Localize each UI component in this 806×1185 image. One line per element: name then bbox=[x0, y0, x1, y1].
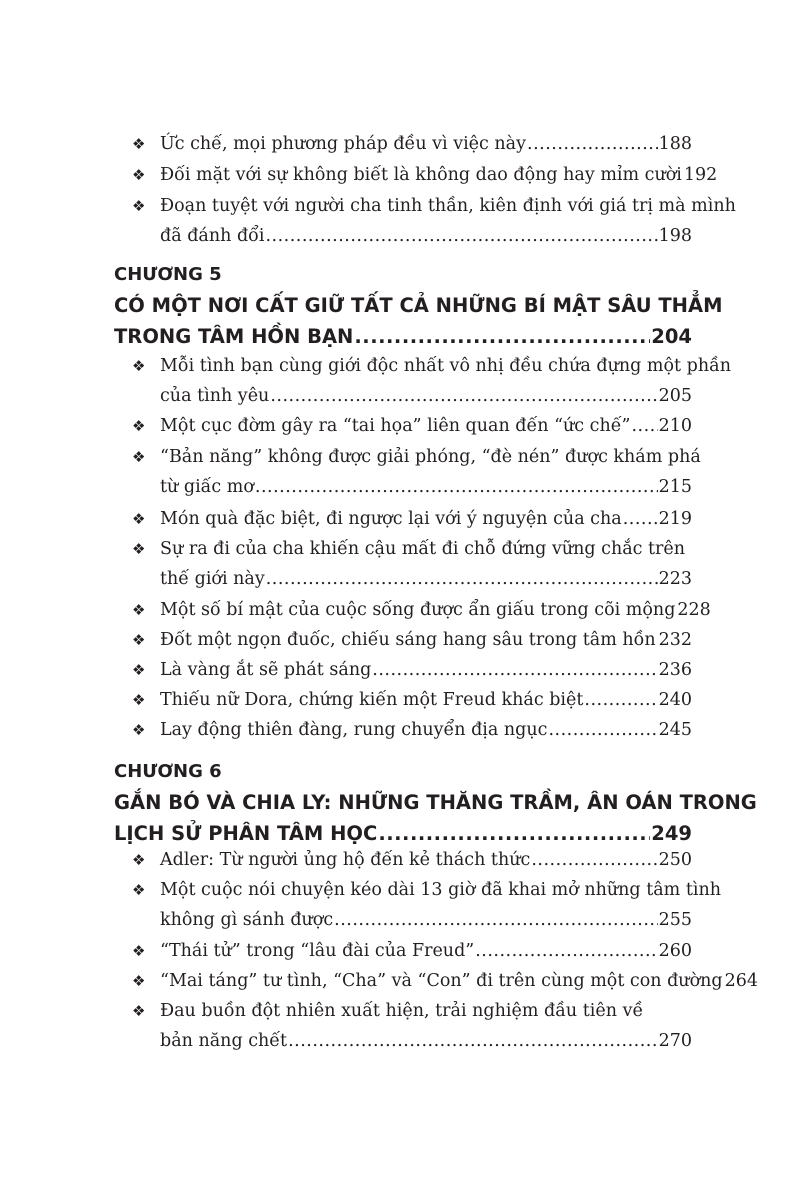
leader-dots bbox=[354, 321, 650, 352]
entry-title-continued: từ giấc mơ bbox=[160, 476, 254, 497]
entry-title: Một cuộc nói chuyện kéo dài 13 giờ đã khai mở những tâm tình bbox=[160, 880, 721, 900]
leader-dots bbox=[334, 906, 657, 936]
entry-title-continued: thế giới này bbox=[160, 568, 265, 589]
entry-page-number: 192 bbox=[683, 165, 718, 185]
entry-page-number: 228 bbox=[677, 600, 711, 620]
entry-page-number: 205 bbox=[658, 385, 692, 406]
entry-title: Thiếu nữ Dora, chứng kiến một Freud khác biệt bbox=[160, 690, 584, 710]
entry-page-number: 255 bbox=[658, 909, 692, 930]
entry-title: Một cục đờm gây ra “tai họa” liên quan đến “ức chế” bbox=[160, 416, 631, 436]
entry-title-continued: bản năng chết bbox=[160, 1030, 288, 1051]
leader-dots bbox=[255, 473, 658, 503]
diamond-bullet-icon: ❖ bbox=[132, 851, 146, 869]
leader-dots bbox=[270, 382, 657, 412]
diamond-bullet-icon: ❖ bbox=[132, 1002, 146, 1020]
entry-title: Đau buồn đột nhiên xuất hiện, trải nghiệm đầu tiên về bbox=[160, 1001, 644, 1021]
entry-title: Là vàng ắt sẽ phát sáng bbox=[160, 660, 372, 680]
leader-dots bbox=[527, 130, 658, 160]
entry-title-continued: của tình yêu bbox=[160, 385, 270, 406]
leader-dots bbox=[475, 937, 657, 967]
leader-dots bbox=[372, 656, 657, 686]
chapter-title: CÓ MỘT NƠI CẤT GIỮ TẤT CẢ NHỮNG BÍ MẬT SÂU THẲM bbox=[114, 294, 723, 317]
diamond-bullet-icon: ❖ bbox=[132, 135, 146, 153]
entry-title: Lay động thiên đàng, rung chuyển địa ngục bbox=[160, 720, 548, 740]
diamond-bullet-icon: ❖ bbox=[132, 417, 146, 435]
chapter-title-continued: TRONG TÂM HỒN BẠN bbox=[114, 325, 354, 348]
chapter-6-heading bbox=[114, 756, 757, 849]
entry-title: Đối mặt với sự không biết là không dao động hay mỉm cười bbox=[160, 165, 682, 185]
diamond-bullet-icon: ❖ bbox=[132, 357, 146, 375]
diamond-bullet-icon: ❖ bbox=[132, 601, 146, 619]
chapter-5-heading bbox=[114, 259, 723, 352]
entry-title: “Bản năng” không được giải phóng, “đè nén” được khám phá bbox=[160, 447, 701, 467]
entry-title-continued: không gì sánh được bbox=[160, 909, 334, 930]
entry-page-number: 270 bbox=[658, 1030, 692, 1051]
leader-dots bbox=[266, 565, 658, 595]
entry-title: Adler: Từ người ủng hộ đến kẻ thách thức bbox=[160, 850, 531, 870]
entry-page-number: 250 bbox=[658, 850, 692, 870]
diamond-bullet-icon: ❖ bbox=[132, 197, 146, 215]
chapter-label: CHƯƠNG 6 bbox=[114, 761, 222, 782]
leader-dots bbox=[657, 626, 658, 656]
entry-page-number: 245 bbox=[658, 720, 692, 740]
entry-page-number: 260 bbox=[658, 941, 692, 961]
entry-title: Sự ra đi của cha khiến cậu mất đi chỗ đứng vững chắc trên bbox=[160, 539, 686, 559]
entry-title: Đoạn tuyệt với người cha tinh thần, kiên định với giá trị mà mình bbox=[160, 196, 736, 216]
diamond-bullet-icon: ❖ bbox=[132, 691, 146, 709]
leader-dots bbox=[378, 818, 650, 849]
chapter-label: CHƯƠNG 5 bbox=[114, 264, 222, 285]
chapter-page-number: 204 bbox=[651, 325, 692, 348]
chapter-page-number: 249 bbox=[651, 822, 692, 845]
entry-title: “Thái tử” trong “lâu đài của Freud” bbox=[160, 941, 475, 961]
entry-page-number: 232 bbox=[658, 630, 692, 650]
diamond-bullet-icon: ❖ bbox=[132, 881, 146, 899]
leader-dots bbox=[548, 716, 657, 746]
entry-title: “Mai táng” tư tình, “Cha” và “Con” đi trên cùng một con đường bbox=[160, 971, 723, 991]
leader-dots bbox=[584, 686, 657, 716]
leader-dots bbox=[631, 412, 657, 442]
diamond-bullet-icon: ❖ bbox=[132, 942, 146, 960]
chapter-title: GẮN BÓ VÀ CHIA LY: NHỮNG THĂNG TRẦM, ÂN OÁN TRONG bbox=[114, 791, 757, 814]
entry-page-number: 236 bbox=[658, 660, 692, 680]
entry-title: Một số bí mật của cuộc sống được ẩn giấu trong cõi mộng bbox=[160, 600, 676, 620]
entry-title: Đốt một ngọn đuốc, chiếu sáng hang sâu trong tâm hồn bbox=[160, 630, 656, 650]
leader-dots bbox=[288, 1027, 658, 1057]
diamond-bullet-icon: ❖ bbox=[132, 510, 146, 528]
entry-page-number: 264 bbox=[724, 971, 758, 991]
diamond-bullet-icon: ❖ bbox=[132, 972, 146, 990]
chapter-title-continued: LỊCH SỬ PHÂN TÂM HỌC bbox=[114, 822, 378, 845]
entry-page-number: 215 bbox=[658, 476, 692, 497]
leader-dots bbox=[531, 846, 657, 876]
entry-page-number: 219 bbox=[658, 509, 692, 529]
leader-dots bbox=[265, 222, 657, 252]
diamond-bullet-icon: ❖ bbox=[132, 448, 146, 466]
diamond-bullet-icon: ❖ bbox=[132, 540, 146, 558]
leader-dots bbox=[623, 505, 658, 535]
entry-page-number: 210 bbox=[658, 416, 692, 436]
diamond-bullet-icon: ❖ bbox=[132, 631, 146, 649]
diamond-bullet-icon: ❖ bbox=[132, 661, 146, 679]
entry-title: Ức chế, mọi phương pháp đều vì việc này bbox=[160, 134, 526, 154]
entry-page-number: 198 bbox=[658, 225, 692, 246]
diamond-bullet-icon: ❖ bbox=[132, 721, 146, 739]
entry-title-continued: đã đánh đổi bbox=[160, 225, 265, 246]
diamond-bullet-icon: ❖ bbox=[132, 166, 146, 184]
entry-title: Mỗi tình bạn cùng giới độc nhất vô nhị đều chứa đựng một phần bbox=[160, 356, 732, 376]
entry-title: Món quà đặc biệt, đi ngược lại với ý nguyện của cha bbox=[160, 509, 622, 529]
entry-page-number: 223 bbox=[658, 568, 692, 589]
entry-page-number: 240 bbox=[658, 690, 692, 710]
entry-page-number: 188 bbox=[658, 134, 692, 154]
